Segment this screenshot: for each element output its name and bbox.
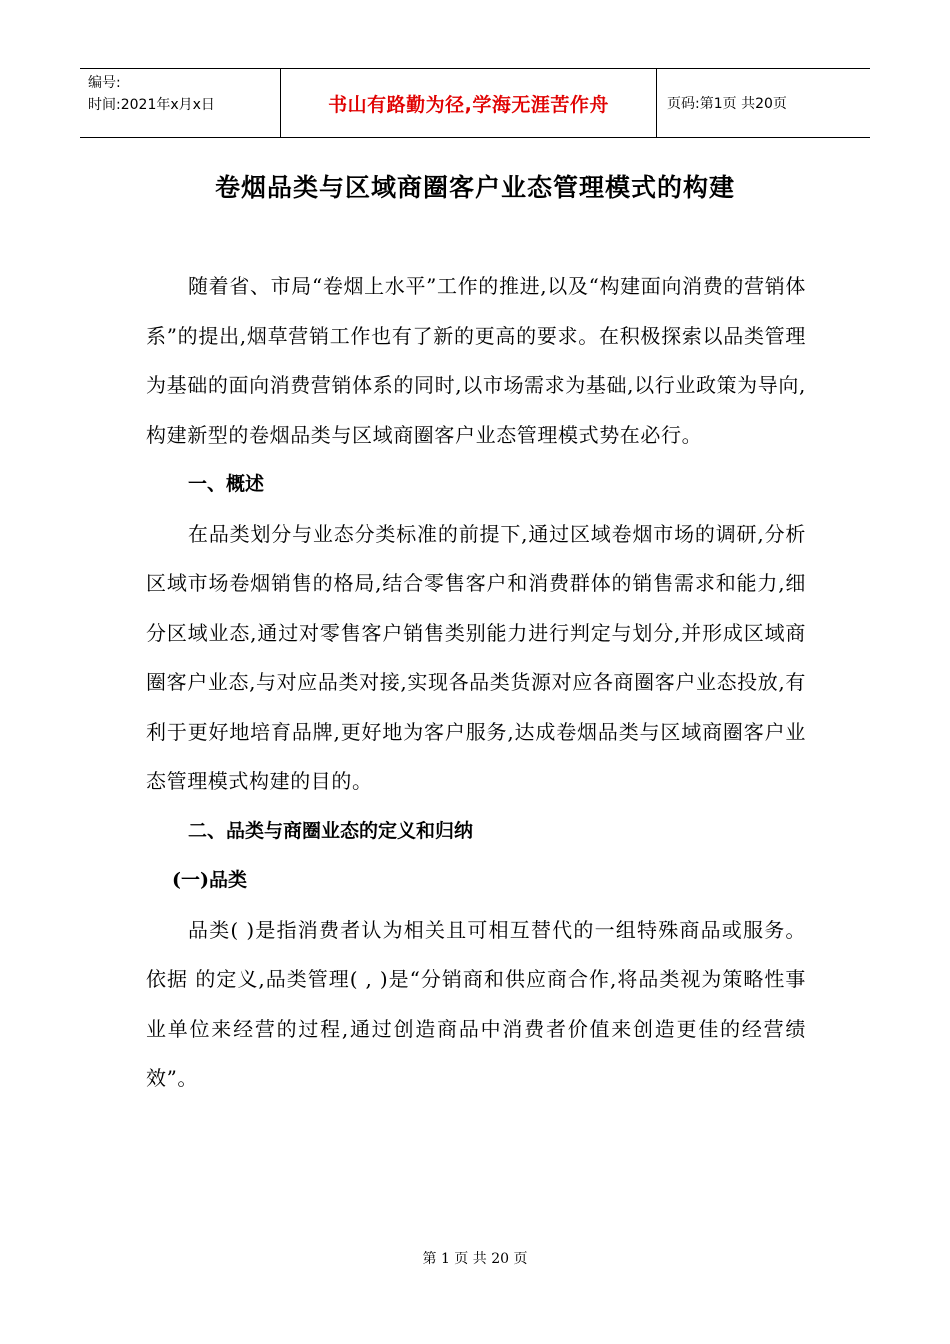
page-footer: 第 1 页 共 20 页 [422,1251,528,1267]
section1-paragraph: 在品类划分与业态分类标准的前提下,通过区域卷烟市场的调研,分析区域市场卷烟销售的格局,结合零售客户和消费群体的销售需求和能力,细分区域业态,通过对零售客户销售类别能力进行判定与划分,并形成区域商圈客户业态,与对应品类对接,实现各品类货源对应各商圈客户业态投放,有利于更好地培育品牌,更好地为客户服务,达成卷烟品类与区域商圈客户业态管理模式构建的目的。 [146,521,806,793]
header-table [80,68,870,138]
header-page-cell [657,69,870,137]
header-meta-cell [80,69,281,137]
section2-sub1-paragraph: 品类( )是指消费者认为相关且可相互替代的一组特殊商品或服务。依据 的定义,品类管理( , )是“分销商和供应商合作,将品类视为策略性事业单位来经营的过程,通过创造商品中消费者价值来创造更佳的经营绩效”。 [146,917,806,1090]
motto-text: 书山有路勤为径,学海无涯苦作舟 [328,93,609,116]
header-motto-cell [281,69,657,137]
time-label: 时间:2021年x月x日 [88,97,215,113]
document-body [146,262,806,1104]
section2-heading: 二、品类与商圈业态的定义和归纳 [188,819,474,842]
intro-paragraph: 随着省、市局“卷烟上水平”工作的推进,以及“构建面向消费的营销体系”的提出,烟草营销工作也有了新的更高的要求。在积极探索以品类管理为基础的面向消费营销体系的同时,以市场需求为基础,以行业政策为导向,构建新型的卷烟品类与区域商圈客户业态管理模式势在必行。 [146,274,806,447]
section2-sub1-heading: (一)品类 [172,869,247,891]
page-info: 页码:第1页 共20页 [667,96,787,112]
section1-heading: 一、概述 [188,473,265,495]
document-title: 卷烟品类与区域商圈客户业态管理模式的构建 [214,173,735,202]
number-label: 编号: [88,75,121,91]
